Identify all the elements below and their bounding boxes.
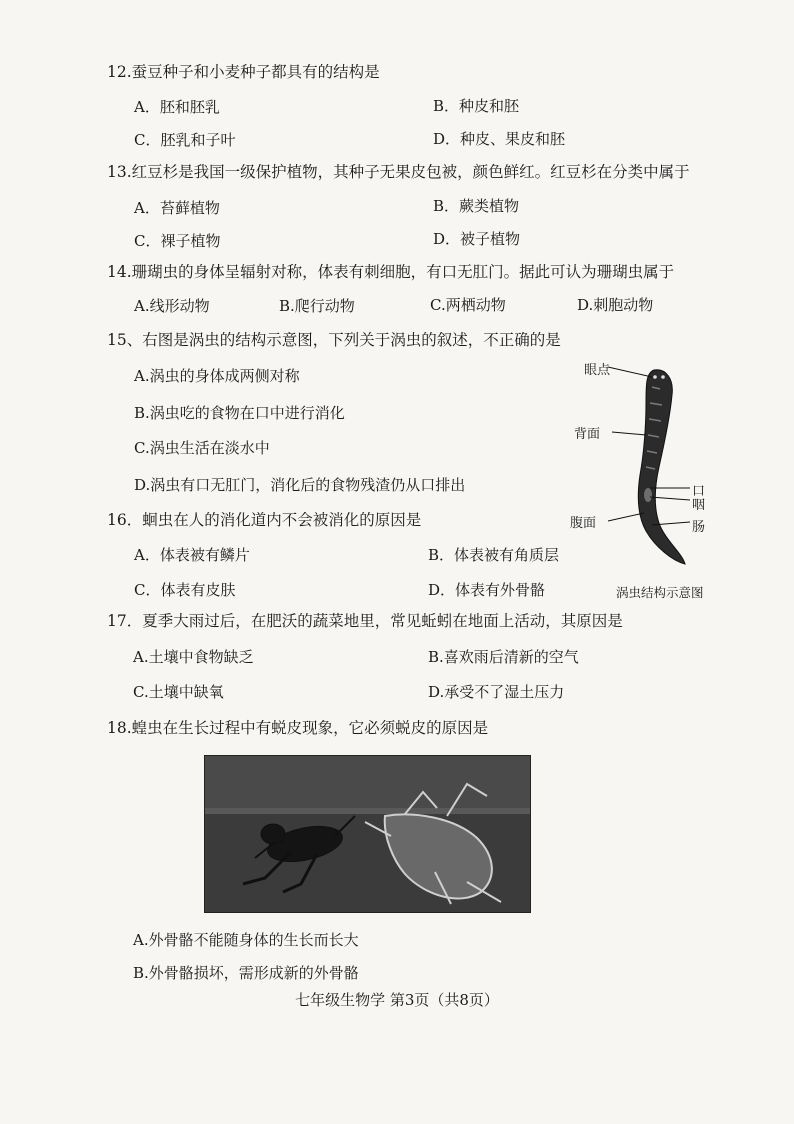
question-14-stem: 14.珊瑚虫的身体呈辐射对称，体表有刺细胞，有口无肛门。据此可认为珊瑚虫属于 [107, 263, 675, 281]
q15-option-c[interactable]: C.涡虫生活在淡水中 [134, 439, 270, 457]
q17-option-a[interactable]: A.土壤中食物缺乏 [133, 648, 254, 666]
question-17-stem: 17．夏季大雨过后，在肥沃的蔬菜地里，常见蚯蚓在地面上活动，其原因是 [107, 612, 623, 630]
page-footer: 七年级生物学 第3页（共8页） [295, 991, 499, 1009]
q15-option-a[interactable]: A.涡虫的身体成两侧对称 [134, 367, 300, 385]
planarian-drawing [560, 355, 720, 570]
q16-option-d[interactable]: D．体表有外骨骼 [428, 581, 546, 599]
label-dorsal: 背面 [574, 427, 601, 442]
q14-option-d[interactable]: D.刺胞动物 [577, 296, 654, 314]
planarian-body [638, 370, 685, 564]
q17-option-d[interactable]: D.承受不了湿土压力 [428, 683, 565, 701]
locust-molting-drawing [205, 756, 530, 912]
label-ventral: 腹面 [570, 516, 597, 531]
q17-option-c[interactable]: C.土壤中缺氧 [133, 683, 224, 701]
q15-option-b[interactable]: B.涡虫吃的食物在口中进行消化 [134, 404, 345, 422]
q12-option-b[interactable]: B．种皮和胚 [433, 97, 520, 115]
locust-molting-photo [204, 755, 531, 913]
q16-option-a[interactable]: A．体表被有鳞片 [134, 546, 250, 564]
q13-option-d[interactable]: D．被子植物 [433, 230, 521, 248]
q16-option-b[interactable]: B．体表被有角质层 [428, 546, 560, 564]
question-18-stem: 18.蝗虫在生长过程中有蜕皮现象，它必须蜕皮的原因是 [107, 719, 489, 737]
q13-option-a[interactable]: A．苔藓植物 [134, 199, 220, 217]
q12-option-c[interactable]: C．胚乳和子叶 [134, 131, 236, 149]
question-13-stem: 13.红豆杉是我国一级保护植物，其种子无果皮包被，颜色鲜红。红豆杉在分类中属于 [107, 163, 690, 181]
question-15-stem: 15、右图是涡虫的结构示意图，下列关于涡虫的叙述，不正确的是 [107, 331, 561, 349]
label-eyespot: 眼点 [584, 363, 611, 378]
q13-option-c[interactable]: C．裸子植物 [134, 232, 221, 250]
q14-option-a[interactable]: A.线形动物 [134, 297, 210, 315]
planarian-eyespot-left [653, 375, 657, 379]
q16-option-c[interactable]: C．体表有皮肤 [134, 581, 236, 599]
question-16-stem: 16．蛔虫在人的消化道内不会被消化的原因是 [107, 511, 422, 529]
label-mouth: 口 [692, 484, 706, 499]
planarian-pharynx [644, 488, 652, 502]
q17-option-b[interactable]: B.喜欢雨后清新的空气 [428, 648, 579, 666]
label-pharynx: 咽 [692, 498, 706, 513]
q14-option-b[interactable]: B.爬行动物 [279, 297, 355, 315]
q13-option-b[interactable]: B．蕨类植物 [433, 197, 520, 215]
q18-option-a[interactable]: A.外骨骼不能随身体的生长而长大 [133, 931, 359, 949]
label-intestine: 肠 [692, 520, 706, 535]
q15-option-d[interactable]: D.涡虫有口无肛门，消化后的食物残渣仍从口排出 [134, 476, 466, 494]
planarian-eyespot-right [661, 375, 665, 379]
planarian-figure [560, 355, 720, 600]
q12-option-d[interactable]: D．种皮、果皮和胚 [433, 130, 566, 148]
q14-option-c[interactable]: C.两栖动物 [430, 296, 506, 314]
question-12-stem: 12.蚕豆种子和小麦种子都具有的结构是 [107, 63, 380, 81]
q12-option-a[interactable]: A．胚和胚乳 [134, 98, 220, 116]
q18-option-b[interactable]: B.外骨骼损坏，需形成新的外骨骼 [133, 964, 359, 982]
figure-caption: 涡虫结构示意图 [616, 585, 704, 600]
